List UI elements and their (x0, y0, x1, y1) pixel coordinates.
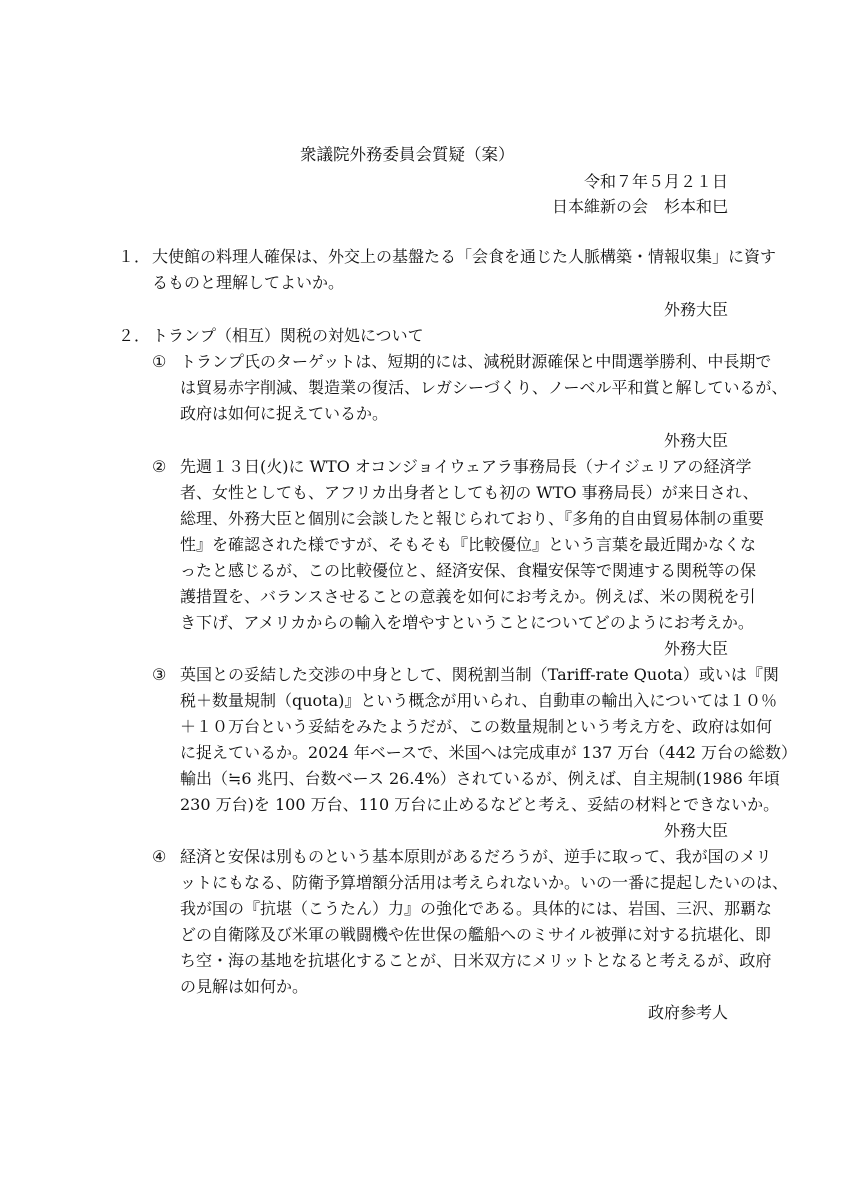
item-number: ２． (118, 326, 151, 345)
document-date: 令和７年５月２１日 (583, 172, 728, 191)
item-1-answerer: 外務大臣 (663, 300, 728, 319)
subitem-3-answerer: 外務大臣 (663, 821, 728, 840)
subitem-3-line-1: 英国との妥結した交渉の中身として、関税割当制（Tariff-rate Quota）或いは『関 (180, 665, 779, 684)
subitem-mark: ④ (152, 847, 167, 866)
document-title: 衆議院外務委員会質疑（案） (300, 145, 515, 164)
item-1-line-2: るものと理解してよいか。 (152, 273, 345, 292)
subitem-3-line-3: ＋１０万台という妥結をみたようだが、この数量規制という考え方を、政府は如何 (180, 717, 773, 736)
item-1-line-1: 大使館の料理人確保は、外交上の基盤たる「会食を通じた人脈構築・情報収集」に資す (152, 247, 777, 266)
subitem-4-line-5: ち空・海の基地を抗堪化することが、日米双方にメリットとなると考えるが、政府 (180, 951, 772, 970)
subitem-3-line-6: 230 万台)を 100 万台、110 万台に止めるなどと考え、妥結の材料とできないか。 (180, 795, 780, 814)
subitem-1-answerer: 外務大臣 (663, 431, 728, 450)
item-number: １． (118, 247, 151, 266)
subitem-mark: ② (152, 457, 167, 476)
subitem-1-line-1: トランプ氏のターゲットは、短期的には、減税財源確保と中間選挙勝利、中長期で (180, 352, 772, 371)
subitem-4-line-4: どの自衛隊及び米軍の戦闘機や佐世保の艦船へのミサイル被弾に対する抗堪化、即 (180, 925, 771, 944)
subitem-mark: ③ (152, 665, 167, 684)
subitem-1-line-2: は貿易赤字削減、製造業の復活、レガシーづくり、ノーベル平和賞と解しているが、 (180, 378, 788, 397)
subitem-2-line-5: ったと感じるが、この比較優位と、経済安保、食糧安保等で関連する関税等の保 (180, 561, 757, 580)
subitem-4-line-6: の見解は如何か。 (180, 977, 309, 996)
subitem-2-line-6: 護措置を、バランスさせることの意義を如何にお考えか。例えば、米の関税を引 (180, 587, 756, 606)
subitem-4-line-1: 経済と安保は別ものという基本原則があるだろうが、逆手に取って、我が国のメリ (180, 847, 772, 866)
subitem-3-line-4: に捉えているか。2024 年ベースで、米国へは完成車が 137 万台（442 万台の総数） (180, 743, 798, 762)
subitem-4-line-2: ットにもなる、防衛予算増額分活用は考えられないか。いの一番に提起したいのは、 (180, 873, 789, 892)
subitem-2-line-2: 者、女性としても、アフリカ出身者としても初の WTO 事務局長）が来日され、 (180, 483, 759, 502)
subitem-2-line-3: 総理、外務大臣と個別に会談したと報じられており、『多角的自由貿易体制の重要 (180, 509, 765, 528)
subitem-3-line-5: 輸出（≒6 兆円、台数ベース 26.4%）されているが、例えば、自主規制(1986 年頃 (180, 769, 780, 788)
subitem-4-answerer: 政府参考人 (647, 1003, 728, 1022)
subitem-4-line-3: 我が国の『抗堪（こうたん）力』の強化である。具体的には、岩国、三沢、那覇な (180, 899, 773, 918)
subitem-2-line-4: 性』を確認された様ですが、そもそも『比較優位』という言葉を最近聞かなくな (180, 535, 757, 554)
subitem-1-line-3: 政府は如何に捉えているか。 (180, 404, 389, 423)
subitem-3-line-2: 税＋数量規制（quota)』という概念が用いられ、自動車の輸出入については１０％ (180, 691, 778, 710)
subitem-2-line-1: 先週１３日(火)に WTO オコンジョイウェアラ事務局長（ナイジェリアの経済学 (180, 457, 752, 476)
item-2-heading: トランプ（相互）関税の対処について (152, 326, 424, 345)
subitem-2-answerer: 外務大臣 (663, 639, 728, 658)
subitem-2-line-7: き下げ、アメリカからの輸入を増やすということについてどのようにお考えか。 (180, 613, 754, 632)
subitem-mark: ① (152, 352, 167, 371)
document-author: 日本維新の会 杉本和巳 (551, 197, 728, 216)
